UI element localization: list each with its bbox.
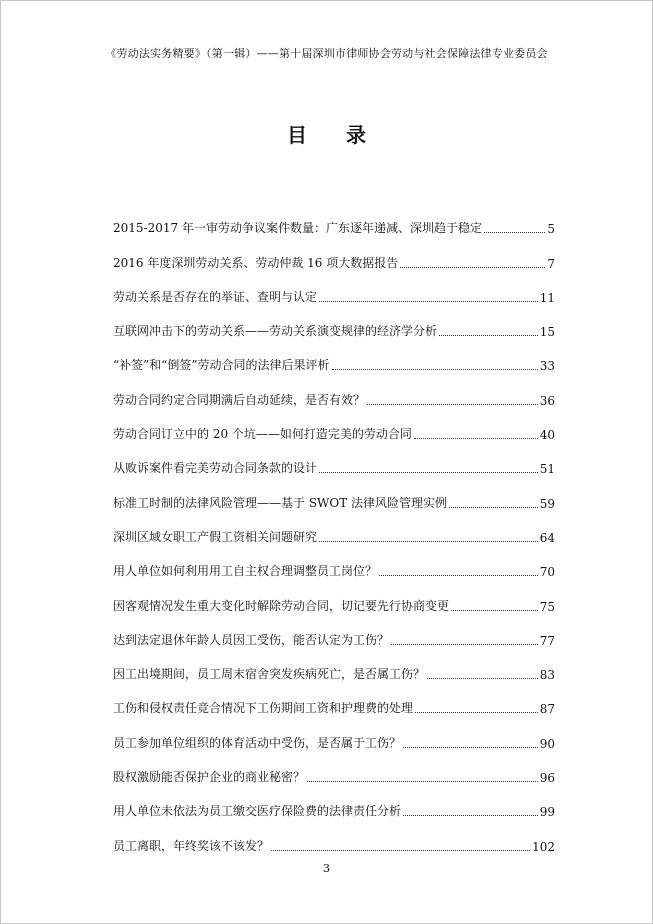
- toc-entry-title: 劳动关系是否存在的举证、查明与认定: [113, 289, 318, 304]
- toc-entry-title: 因工出境期间，员工周末宿舍突发疾病死亡，是否属工伤？: [113, 667, 426, 682]
- toc-entry-title: 2016 年度深圳劳动关系、劳动仲裁 16 项大数据报告: [113, 255, 399, 270]
- toc-dot-leader: [439, 335, 538, 336]
- toc-entry-title: “补签”和“倒签”劳动合同的法律后果评析: [113, 358, 330, 373]
- toc-entry-title: 员工离职，年终奖该不该发？: [113, 838, 270, 853]
- toc-entry[interactable]: [113, 202, 555, 236]
- toc-entry-title: 股权激励能否保护企业的商业秘密？: [113, 770, 306, 785]
- toc-entry-page: 87: [539, 702, 555, 717]
- toc-entry[interactable]: [113, 614, 555, 648]
- toc-entry-page: 64: [539, 530, 555, 545]
- toc-entry-page: 102: [532, 839, 555, 854]
- toc-dot-leader: [451, 610, 538, 611]
- toc-entry-page: 59: [539, 496, 555, 511]
- toc-list: [113, 202, 555, 854]
- toc-entry-title: 深圳区域女职工产假工资相关问题研究: [113, 529, 318, 544]
- toc-entry[interactable]: [113, 682, 555, 716]
- toc-entry[interactable]: [113, 648, 555, 682]
- toc-entry-page: 90: [539, 736, 555, 751]
- toc-entry[interactable]: [113, 716, 555, 750]
- running-header: 《劳动法实务精要》（第一辑）——第十届深圳市律师协会劳动与社会保障法律专业委员会: [105, 47, 548, 60]
- toc-entry-title: 劳动合同约定合同期满后自动延续，是否有效？: [113, 392, 366, 407]
- toc-dot-leader: [271, 850, 530, 851]
- toc-entry-page: 77: [539, 633, 555, 648]
- toc-entry[interactable]: [113, 751, 555, 785]
- toc-entry-title: 互联网冲击下的劳动关系——劳动关系演变规律的经济学分析: [113, 324, 438, 339]
- toc-entry[interactable]: [113, 408, 555, 442]
- toc-entry-page: 75: [539, 599, 555, 614]
- toc-entry-title: 从败诉案件看完美劳动合同条款的设计: [113, 461, 318, 476]
- toc-entry-title: 标准工时制的法律风险管理——基于 SWOT 法律风险管理实例: [113, 495, 448, 510]
- toc-dot-leader: [307, 781, 538, 782]
- toc-entry[interactable]: [113, 511, 555, 545]
- toc-entry[interactable]: [113, 339, 555, 373]
- toc-entry[interactable]: [113, 373, 555, 407]
- toc-entry-title: 因客观情况发生重大变化时解除劳动合同，切记要先行协商变更: [113, 598, 450, 613]
- toc-dot-leader: [415, 712, 538, 713]
- toc-entry-page: 15: [539, 325, 555, 340]
- toc-entry[interactable]: [113, 271, 555, 305]
- toc-dot-leader: [400, 267, 545, 268]
- toc-entry[interactable]: [113, 305, 555, 339]
- toc-dot-leader: [367, 404, 538, 405]
- toc-entry-title: 用人单位未依法为员工缴交医疗保险费的法律责任分析: [113, 804, 402, 819]
- toc-dot-leader: [403, 815, 538, 816]
- toc-entry[interactable]: [113, 819, 555, 853]
- toc-entry-page: 96: [539, 771, 555, 786]
- toc-dot-leader: [319, 301, 538, 302]
- toc-dot-leader: [319, 472, 538, 473]
- toc-entry-page: 36: [539, 393, 555, 408]
- toc-entry[interactable]: [113, 236, 555, 270]
- toc-title: 目 录: [287, 123, 382, 147]
- toc-dot-leader: [379, 575, 538, 576]
- toc-entry-page: 99: [539, 805, 555, 820]
- toc-entry-page: 40: [539, 428, 555, 443]
- page-number: 3: [323, 862, 330, 875]
- toc-dot-leader: [484, 232, 545, 233]
- toc-dot-leader: [449, 507, 538, 508]
- toc-entry[interactable]: [113, 785, 555, 819]
- toc-entry-page: 51: [539, 462, 555, 477]
- toc-entry-page: 11: [539, 290, 555, 305]
- toc-entry[interactable]: [113, 476, 555, 510]
- toc-entry[interactable]: [113, 545, 555, 579]
- toc-dot-leader: [319, 541, 538, 542]
- toc-entry-page: 70: [539, 565, 555, 580]
- toc-entry-title: 达到法定退休年龄人员因工受伤，能否认定为工伤？: [113, 632, 390, 647]
- toc-entry-title: 2015-2017 年一审劳动争议案件数量：广东逐年递减、深圳趋于稳定: [113, 221, 482, 236]
- toc-dot-leader: [332, 369, 538, 370]
- toc-entry-title: 员工参加单位组织的体育活动中受伤，是否属于工伤？: [113, 735, 402, 750]
- toc-entry-title: 用人单位如何利用用工自主权合理调整员工岗位？: [113, 564, 378, 579]
- toc-dot-leader: [403, 747, 538, 748]
- toc-entry-page: 5: [547, 222, 555, 237]
- toc-entry-title: 劳动合同订立中的 20 个坑——如何打造完美的劳动合同: [113, 427, 412, 442]
- toc-dot-leader: [427, 678, 538, 679]
- toc-entry-page: 33: [539, 359, 555, 374]
- toc-entry[interactable]: [113, 442, 555, 476]
- toc-entry[interactable]: [113, 579, 555, 613]
- toc-entry-page: 83: [539, 668, 555, 683]
- toc-dot-leader: [414, 438, 538, 439]
- toc-entry-page: 7: [547, 256, 555, 271]
- toc-entry-title: 工伤和侵权责任竞合情况下工伤期间工资和护理费的处理: [113, 701, 414, 716]
- toc-dot-leader: [391, 644, 538, 645]
